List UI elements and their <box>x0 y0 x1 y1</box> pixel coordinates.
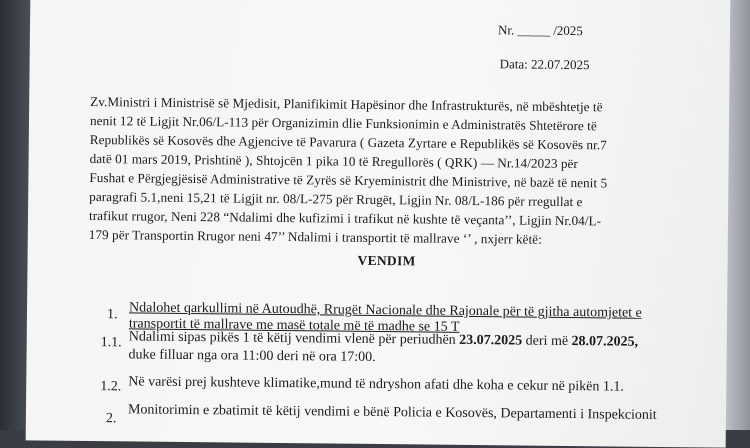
item-text: Monitorimin e zbatimit të këtij vendimi e bënë Policia e Kosovës, Departamenti i Inspekcionit <box>127 402 657 423</box>
item-number: 1.1. <box>100 335 122 351</box>
item-number: 1. <box>106 307 118 323</box>
end-date: 28.07.2025, <box>571 334 639 350</box>
start-date: 23.07.2025 <box>459 332 523 349</box>
preamble-line: trafikut rrugor, Neni 228 “Ndalimi dhe kufizimi i trafikut në kushte të veçanta’’, Ligjin Nr.04/L- <box>88 207 602 229</box>
preamble-line: nenit 12 të Ligjit Nr.06/L-113 për Organizimin dlie Funksionimin e Administratës Shtetërore të <box>89 112 597 134</box>
item-text-part: deri më <box>522 333 572 350</box>
preamble-line: Republikës së Kosovës dhe Agjencive të Pavarura ( Gazeta Zyrtare e Republikës së Kosovës nr.7 <box>89 131 607 153</box>
preamble-line: paragrafi 5.1,neni 15,21 të Ligjit nr. 08/L-275 për Rrugët, Ligjin Nr. 08/L-186 për rregullat e <box>89 188 583 210</box>
document-page <box>26 0 731 448</box>
preamble-line: 179 për Transportin Rrugor neni 47’’ Ndalimi i transportit të mallrave ‘’ , nxjerr këtë: <box>88 226 542 247</box>
preamble-line: Fushat e Përgjegjësisë Administrative të Zyrës së Kryeministrit dhe Ministrive, në bazë të nenit 5 <box>89 169 608 191</box>
item-text: transportit të mallrave me masë totale më të madhe se 15 T <box>128 316 460 335</box>
item-number: 1.2. <box>100 379 122 395</box>
item-text: Ndalohet qarkullimi në Autoudhë, Rrugët Nacionale dhe Rajonale për të gjitha automjetet e <box>128 300 642 321</box>
item-text: duke filluar nga ora 11:00 deri në ora 17:00. <box>128 347 376 365</box>
item-number: 2. <box>105 411 117 427</box>
document-number: Nr. _____ /2025 <box>497 22 583 39</box>
preamble-line: datë 01 mars 2019, Prishtinë ), Shtojcën 1 pika 10 të Rregullorës ( QRK) — Nr.14/2023 për <box>89 150 578 172</box>
item-text-part: Ndalimi sipas pikës 1 të këtij vendimi vlenë për periudhën <box>128 329 460 348</box>
item-text: Në varësi prej kushteve klimatike,mund të ndryshon afati dhe koha e cekur në pikën 1.1. <box>128 374 625 395</box>
document-date: Data: 22.07.2025 <box>499 56 590 73</box>
preamble-line: Zv.Ministri i Ministrisë së Mjedisit, Planifikimit Hapësinor dhe Infrastrukturës, në mbështetje të <box>90 93 603 115</box>
decision-heading: VENDIM <box>357 252 416 269</box>
